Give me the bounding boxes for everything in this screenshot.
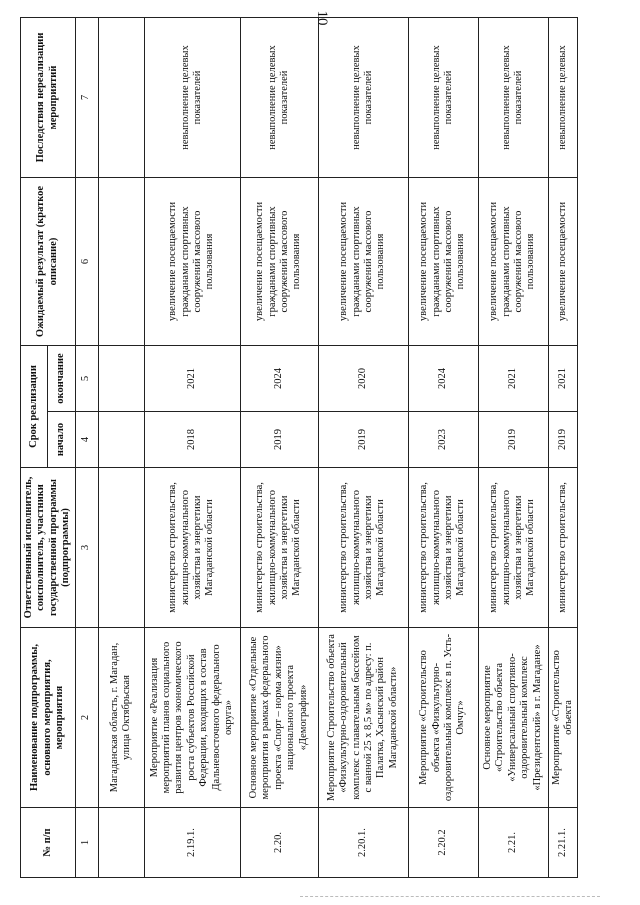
row-executor [98,468,144,628]
table-row [240,18,318,878]
row-start [98,412,144,468]
row-executor: министерство строительства, жилищно-коммунального хозяйства и энергетики Магаданской области [318,468,408,628]
row-result [98,178,144,346]
index-cell: 2 [75,628,98,808]
header-result: Ожидаемый результат (краткое описание) [21,178,76,346]
table-row [548,18,578,878]
table-row [318,18,408,878]
row-name: Основное мероприятие «Строительство объекта «Универсальный спортивно-оздоровительный комплекс «Президентский» в г. Магадане» [478,628,548,808]
row-consequences: невыполнение целевых показателей [240,18,318,178]
page-number: 10 [314,10,330,26]
table-row [98,18,144,878]
index-cell: 6 [75,178,98,346]
row-executor: министерство строительства, жилищно-коммунального хозяйства и энергетики Магаданской области [478,468,548,628]
row-consequences: невыполнение целевых показателей [144,18,240,178]
row-consequences: невыполнение целевых показателей [318,18,408,178]
row-num: 2.20.2 [408,808,478,878]
row-start: 2018 [144,412,240,468]
row-start: 2019 [548,412,578,468]
row-name: Мероприятие «Реализация мероприятий планов социального развития центров экономического роста субъектов Российской Федерации, входящих в состав Дальневосточного федерального округа» [144,628,240,808]
row-consequences: невыполнение целевых показателей [408,18,478,178]
row-end: 2021 [548,346,578,412]
row-consequences: невыполнение целевых показателей [478,18,548,178]
row-end: 2024 [240,346,318,412]
row-num: 2.21.1. [548,808,578,878]
index-cell: 5 [75,346,98,412]
row-executor: министерство строительства, жилищно-коммунального хозяйства и энергетики Магаданской области [408,468,478,628]
row-result: увеличение посещаемости гражданами спортивных сооружений массового пользования [478,178,548,346]
row-end: 2021 [478,346,548,412]
row-start: 2023 [408,412,478,468]
row-start: 2019 [478,412,548,468]
row-num: 2.19.1. [144,808,240,878]
row-end: 2024 [408,346,478,412]
table-row [144,18,240,878]
header-start: начало [48,412,75,468]
row-consequences: невыполнение целевых [548,18,578,178]
row-name: Мероприятие «Строительство объекта [548,628,578,808]
header-end: окончание [48,346,75,412]
scan-artifact-line [300,896,600,898]
row-executor: министерство строительства, жилищно-коммунального хозяйства и энергетики Магаданской области [240,468,318,628]
row-result: увеличение посещаемости [548,178,578,346]
row-result: увеличение посещаемости гражданами спортивных сооружений массового пользования [144,178,240,346]
row-num: 2.20. [240,808,318,878]
index-cell: 1 [75,808,98,878]
row-consequences [98,18,144,178]
column-index-row [75,18,98,878]
row-num [98,808,144,878]
row-result: увеличение посещаемости гражданами спортивных сооружений массового пользования [408,178,478,346]
row-end: 2021 [144,346,240,412]
row-name: Основное мероприятие «Отдельные мероприятия в рамках федерального проекта «Спорт – норма жизни» национального проекта «Демография» [240,628,318,808]
row-name: Магаданская область, г. Магадан, улица Октябрьская [98,628,144,808]
row-executor: министерство строительства, [548,468,578,628]
header-consequences: Последствия нереализации мероприятий [21,18,76,178]
header-executor: Ответственный исполнитель, соисполнитель, участники государственной программы (подпрограммы) [21,468,76,628]
row-start: 2019 [240,412,318,468]
row-num: 2.20.1. [318,808,408,878]
measures-table [20,17,578,878]
row-result: увеличение посещаемости гражданами спортивных сооружений массового пользования [318,178,408,346]
row-name: Мероприятие Строительство объекта «Физкультурно-оздоровительный комплекс с плавательным бассейном с ванной 25 х 8,5 м» по адресу: п. Палатка, Хасынский район Магаданской области» [318,628,408,808]
index-cell: 3 [75,468,98,628]
header-period: Срок реализации [21,346,48,468]
row-name: Мероприятие «Строительство объекта «Физкультурно-оздоровительный комплекс в п. Усть-Омчуг» [408,628,478,808]
table-row [478,18,548,878]
header-name: Наименование подпрограммы, основного мероприятия, мероприятия [21,628,76,808]
index-cell: 4 [75,412,98,468]
row-end: 2020 [318,346,408,412]
row-executor: министерство строительства, жилищно-коммунального хозяйства и энергетики Магаданской области [144,468,240,628]
table-row [408,18,478,878]
header-num: № п/п [21,808,76,878]
rotated-table-container [20,18,580,878]
row-result: увеличение посещаемости гражданами спортивных сооружений массового пользования [240,178,318,346]
row-num: 2.21. [478,808,548,878]
row-start: 2019 [318,412,408,468]
row-end [98,346,144,412]
index-cell: 7 [75,18,98,178]
